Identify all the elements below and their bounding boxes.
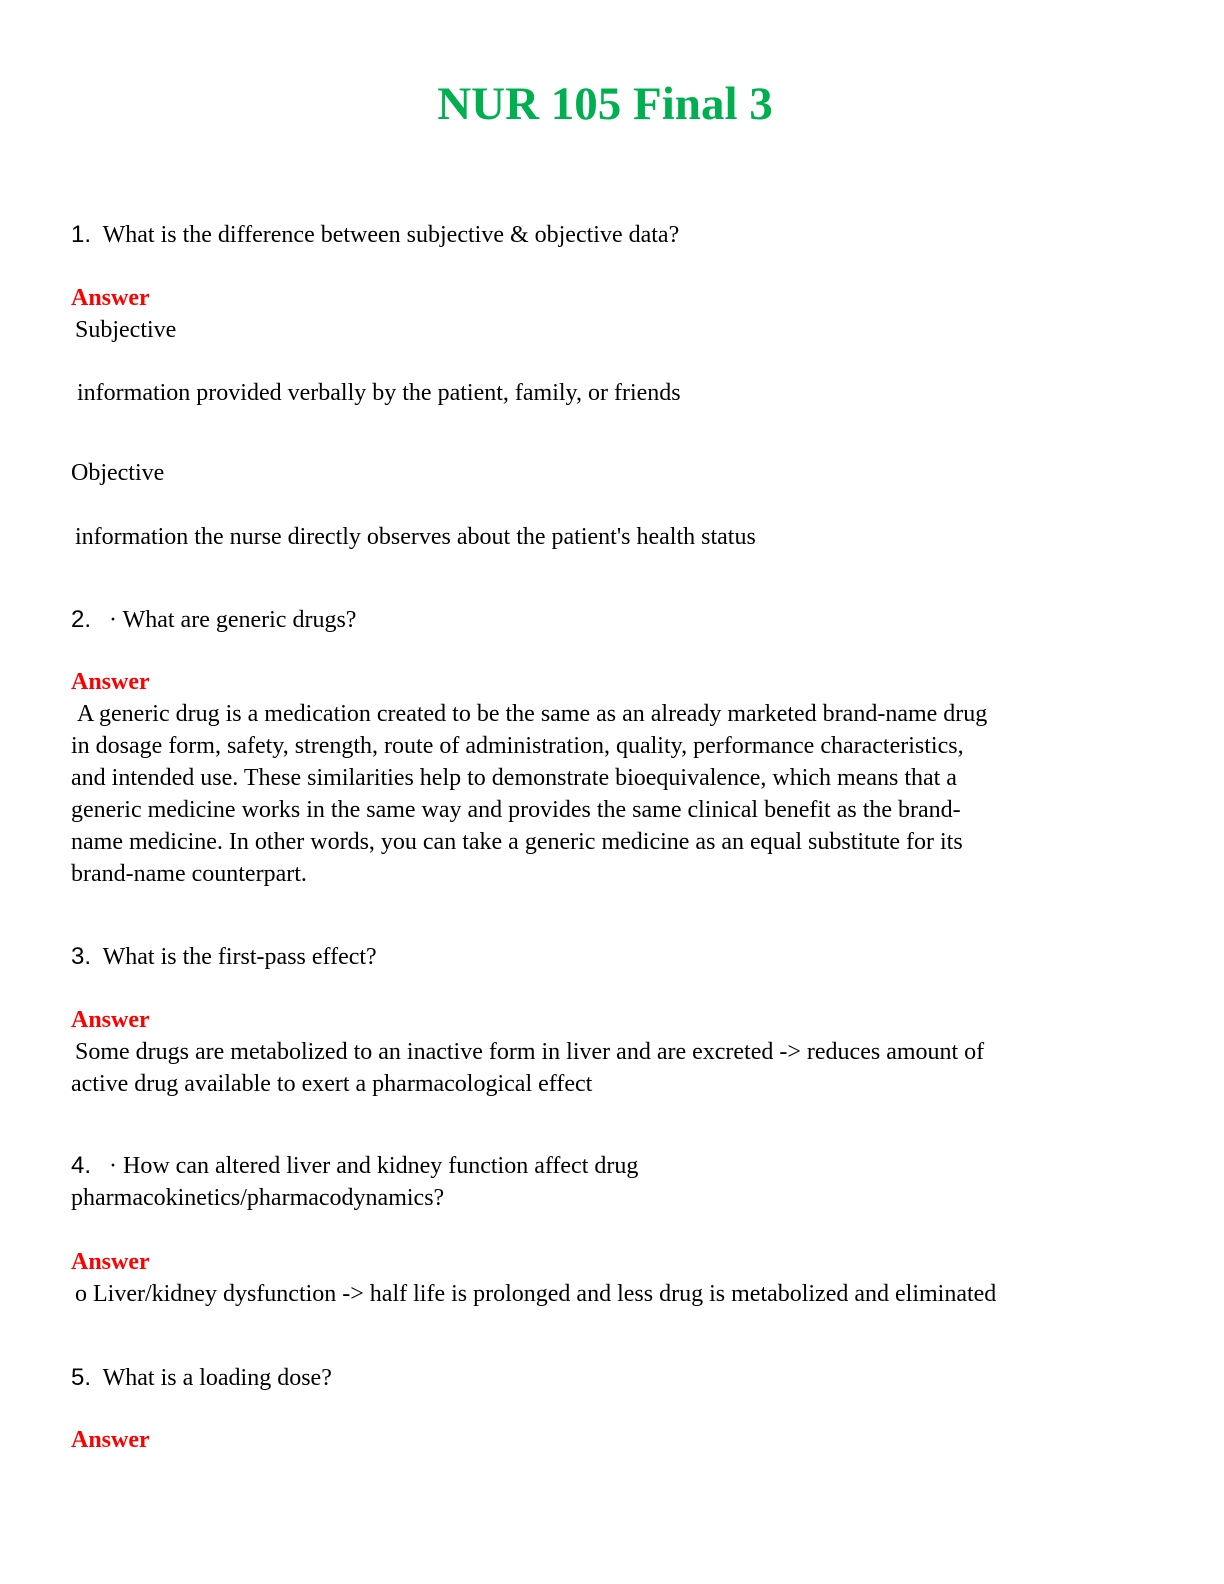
- answer-line: information provided verbally by the patient, family, or friends: [77, 380, 681, 406]
- answer-line: Objective: [71, 460, 165, 486]
- answer-line: Subjective: [75, 317, 177, 343]
- question-text: What is a loading dose?: [102, 1365, 332, 1391]
- question-5: [71, 1362, 332, 1394]
- question-1: [71, 219, 679, 251]
- question-number: 1.: [71, 221, 92, 248]
- answer-line: o Liver/kidney dysfunction -> half life is prolonged and less drug is metabolized and eliminated: [75, 1281, 997, 1307]
- question-4: [71, 1150, 638, 1182]
- question-number: 4.: [71, 1152, 92, 1179]
- question-text: What is the difference between subjective & objective data?: [102, 222, 680, 248]
- answer-line: in dosage form, safety, strength, route of administration, quality, performance characteristics,: [71, 733, 964, 759]
- question-text: What is the first-pass effect?: [102, 944, 377, 970]
- question-number: 2.: [71, 606, 92, 633]
- answer-line: brand-name counterpart.: [71, 861, 307, 887]
- answer-line: generic medicine works in the same way and provides the same clinical benefit as the brand-: [71, 797, 961, 823]
- question-text: · How can altered liver and kidney function affect drug: [109, 1153, 639, 1179]
- question-number: 3.: [71, 943, 92, 970]
- answer-label: Answer: [71, 1427, 150, 1453]
- answer-line: A generic drug is a medication created to be the same as an already marketed brand-name drug: [77, 701, 988, 727]
- question-text: · What are generic drugs?: [109, 607, 357, 633]
- answer-label: Answer: [71, 1249, 150, 1275]
- question-3: [71, 941, 377, 973]
- page-title: NUR 105 Final 3: [437, 78, 773, 130]
- answer-label: Answer: [71, 1007, 150, 1033]
- answer-line: information the nurse directly observes about the patient's health status: [75, 524, 756, 550]
- answer-line: Some drugs are metabolized to an inactive form in liver and are excreted -> reduces amount of: [75, 1039, 985, 1065]
- question-number: 5.: [71, 1364, 92, 1391]
- question-2: [71, 604, 356, 636]
- question-text-continued: pharmacokinetics/pharmacodynamics?: [71, 1185, 445, 1211]
- answer-line: and intended use. These similarities help to demonstrate bioequivalence, which means that a: [71, 765, 957, 791]
- answer-line: active drug available to exert a pharmacological effect: [71, 1071, 593, 1097]
- answer-line: name medicine. In other words, you can take a generic medicine as an equal substitute for its: [71, 829, 963, 855]
- answer-label: Answer: [71, 669, 150, 695]
- answer-label: Answer: [71, 285, 150, 311]
